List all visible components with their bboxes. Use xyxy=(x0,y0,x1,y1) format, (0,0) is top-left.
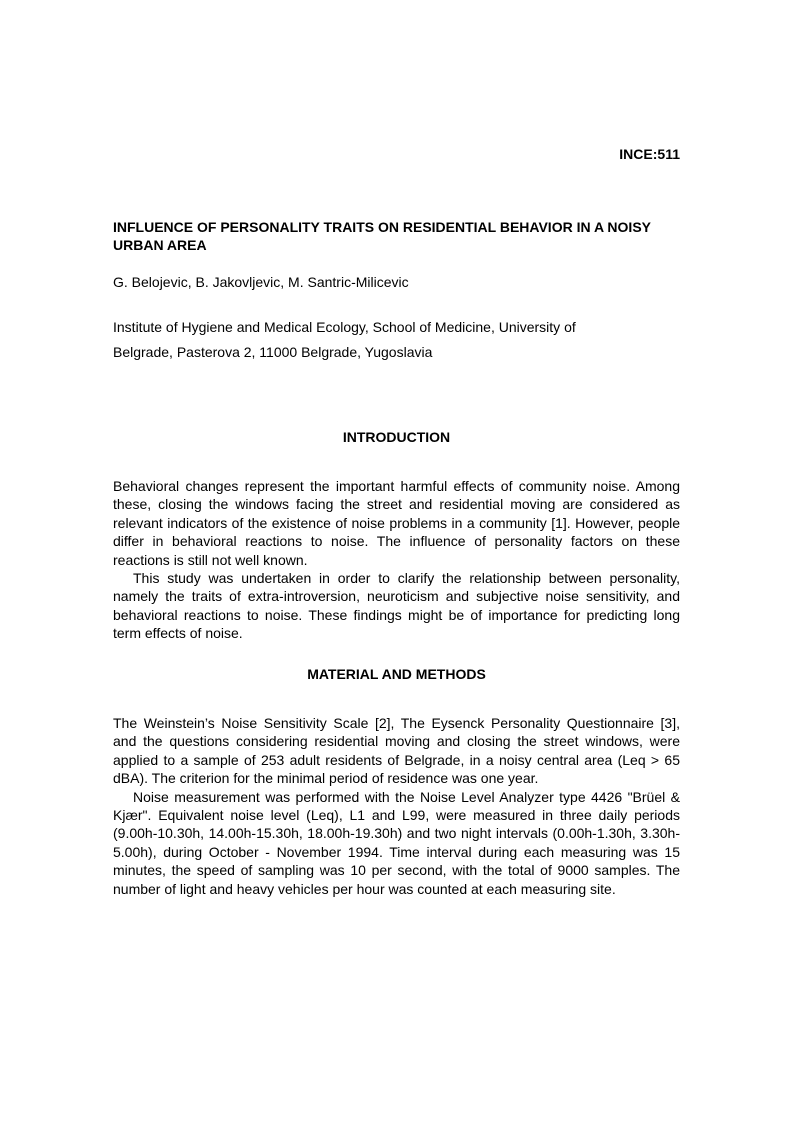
body-paragraph: Noise measurement was performed with the Noise Level Analyzer type 4426 "Brüel & Kjær". Equivalent noise level (Leq), L1 and L99, were measured in three daily periods (9.00h-10.30h, 14.00h-15.30h, 18.00h-19.30h) and two night intervals (0.00h-1.30h, 3.30h-5.00h), during October - November 1994. Time interval during each measuring was 15 minutes, the speed of sampling was 10 per second, with the total of 9000 samples. The number of light and heavy vehicles per hour was counted at each measuring site. xyxy=(113,788,680,897)
affiliation xyxy=(113,315,680,365)
authors: G. Belojevic, B. Jakovljevic, M. Santric-Milicevic xyxy=(113,274,409,290)
introduction-body xyxy=(113,477,680,643)
methods-heading: MATERIAL AND METHODS xyxy=(307,666,486,682)
conference-id: INCE:511 xyxy=(619,146,680,162)
introduction-heading: INTRODUCTION xyxy=(342,429,451,445)
body-paragraph: The Weinstein’s Noise Sensitivity Scale [2], The Eysenck Personality Questionnaire [3], and the questions considering residential moving and closing the street windows, were applied to a sample of 253 adult residents of Belgrade, in a noisy central area (Leq > 65 dBA). The criterion for the minimal period of residence was one year. xyxy=(113,715,680,787)
affiliation-line: Belgrade, Pasterova 2, 11000 Belgrade, Yugoslavia xyxy=(113,344,433,360)
paper-title: INFLUENCE OF PERSONALITY TRAITS ON RESIDENTIAL BEHAVIOR IN A NOISY URBAN AREA xyxy=(113,219,651,253)
body-paragraph: Behavioral changes represent the important harmful effects of community noise. Among these, closing the windows facing the street and residential moving are considered as relevant indicators of the existence of noise problems in a community [1]. However, people differ in behavioral reactions to noise. The influence of personality factors on these reactions is still not well known. xyxy=(113,478,680,568)
paper-page xyxy=(113,0,680,1122)
affiliation-line: Institute of Hygiene and Medical Ecology, School of Medicine, University of xyxy=(113,319,576,335)
methods-body xyxy=(113,714,680,898)
body-paragraph: This study was undertaken in order to clarify the relationship between personality, namely the traits of extra-introversion, neuroticism and subjective noise sensitivity, and behavioral reactions to noise. These findings might be of importance for predicting long term effects of noise. xyxy=(113,570,680,642)
